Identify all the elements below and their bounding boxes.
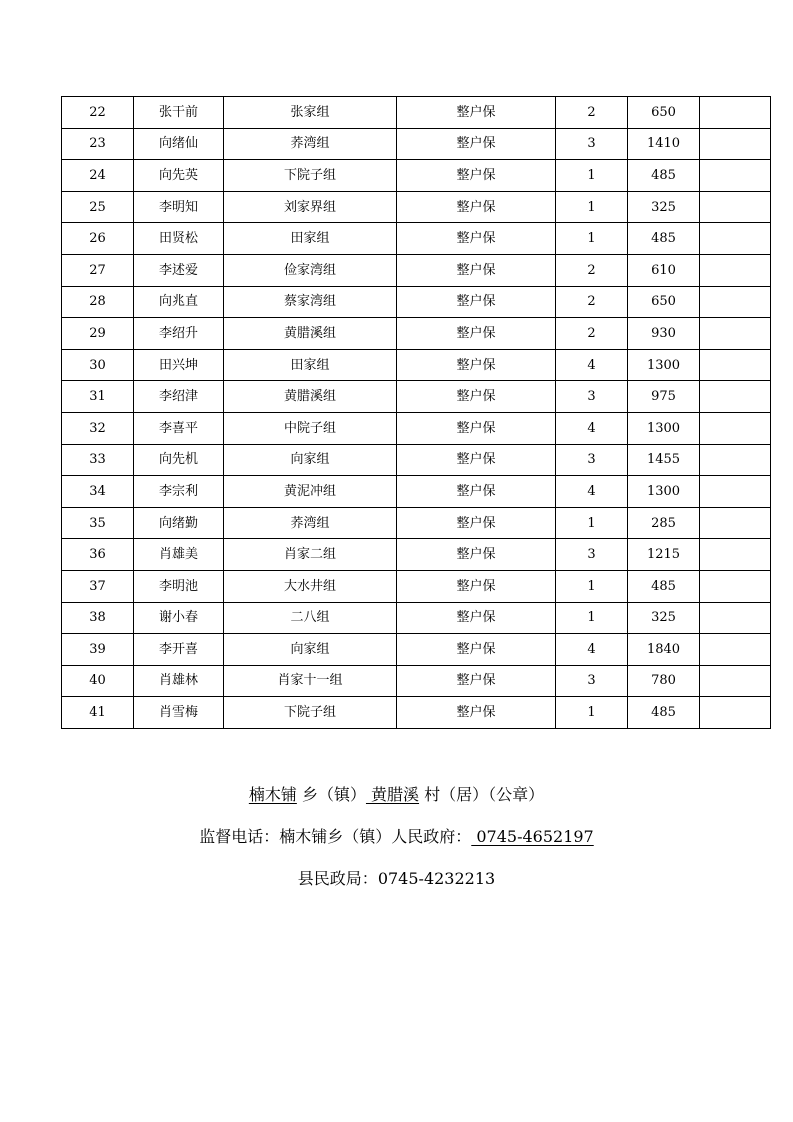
remark-cell — [700, 697, 771, 729]
table-row — [62, 286, 771, 318]
assistance-type-cell: 整户保 — [397, 602, 556, 634]
village-group-cell: 黄腊溪组 — [224, 318, 397, 350]
amount-cell: 485 — [628, 223, 700, 255]
assistance-type-cell: 整户保 — [397, 128, 556, 160]
amount-cell: 325 — [628, 602, 700, 634]
amount-cell: 610 — [628, 254, 700, 286]
row-number-cell: 24 — [62, 160, 134, 192]
assistance-type-cell: 整户保 — [397, 476, 556, 508]
row-number-cell: 22 — [62, 97, 134, 129]
amount-cell: 485 — [628, 570, 700, 602]
household-name-cell: 田兴坤 — [134, 349, 224, 381]
amount-cell: 1215 — [628, 539, 700, 571]
remark-cell — [700, 570, 771, 602]
household-name-cell: 张干前 — [134, 97, 224, 129]
row-number-cell: 33 — [62, 444, 134, 476]
township-name: 楠木铺 — [248, 785, 297, 804]
household-name-cell: 李开喜 — [134, 634, 224, 666]
table-row — [62, 160, 771, 192]
row-number-cell: 38 — [62, 602, 134, 634]
household-name-cell: 田贤松 — [134, 223, 224, 255]
person-count-cell: 1 — [556, 602, 628, 634]
household-name-cell: 李明池 — [134, 570, 224, 602]
person-count-cell: 3 — [556, 128, 628, 160]
amount-cell: 485 — [628, 697, 700, 729]
remark-cell — [700, 223, 771, 255]
supervision-phone-line — [0, 824, 793, 847]
household-name-cell: 谢小春 — [134, 602, 224, 634]
amount-cell: 1410 — [628, 128, 700, 160]
remark-cell — [700, 634, 771, 666]
table-row — [62, 191, 771, 223]
assistance-type-cell: 整户保 — [397, 444, 556, 476]
row-number-cell: 31 — [62, 381, 134, 413]
person-count-cell: 2 — [556, 286, 628, 318]
village-group-cell: 大水井组 — [224, 570, 397, 602]
remark-cell — [700, 191, 771, 223]
village-name: 黄腊溪 — [365, 785, 420, 804]
person-count-cell: 3 — [556, 665, 628, 697]
person-count-cell: 4 — [556, 349, 628, 381]
person-count-cell: 2 — [556, 97, 628, 129]
amount-cell: 325 — [628, 191, 700, 223]
village-group-cell: 蔡家湾组 — [224, 286, 397, 318]
assistance-type-cell: 整户保 — [397, 223, 556, 255]
assistance-type-cell: 整户保 — [397, 286, 556, 318]
row-number-cell: 25 — [62, 191, 134, 223]
assistance-type-cell: 整户保 — [397, 97, 556, 129]
remark-cell — [700, 412, 771, 444]
amount-cell: 485 — [628, 160, 700, 192]
assistance-type-cell: 整户保 — [397, 254, 556, 286]
remark-cell — [700, 507, 771, 539]
table-row — [62, 476, 771, 508]
supervision-label: 监督电话：楠木铺乡（镇）人民政府： — [199, 827, 472, 846]
household-name-cell: 向先机 — [134, 444, 224, 476]
remark-cell — [700, 97, 771, 129]
amount-cell: 650 — [628, 97, 700, 129]
person-count-cell: 3 — [556, 381, 628, 413]
amount-cell: 650 — [628, 286, 700, 318]
table-row — [62, 381, 771, 413]
assistance-type-cell: 整户保 — [397, 507, 556, 539]
remark-cell — [700, 602, 771, 634]
assistance-type-cell: 整户保 — [397, 412, 556, 444]
assistance-roster-table — [61, 96, 771, 729]
table-row — [62, 318, 771, 350]
table-row — [62, 665, 771, 697]
household-name-cell: 李绍升 — [134, 318, 224, 350]
remark-cell — [700, 160, 771, 192]
village-group-cell: 二八组 — [224, 602, 397, 634]
household-name-cell: 向先英 — [134, 160, 224, 192]
household-name-cell: 李明知 — [134, 191, 224, 223]
household-name-cell: 李宗利 — [134, 476, 224, 508]
person-count-cell: 1 — [556, 223, 628, 255]
household-name-cell: 李绍津 — [134, 381, 224, 413]
village-group-cell: 刘家界组 — [224, 191, 397, 223]
table-row — [62, 634, 771, 666]
assistance-type-cell: 整户保 — [397, 697, 556, 729]
row-number-cell: 34 — [62, 476, 134, 508]
seal-line — [0, 782, 793, 805]
person-count-cell: 3 — [556, 444, 628, 476]
village-group-cell: 俭家湾组 — [224, 254, 397, 286]
household-name-cell: 肖雄林 — [134, 665, 224, 697]
row-number-cell: 26 — [62, 223, 134, 255]
county-phone-line — [40, 866, 753, 889]
household-name-cell: 李述爱 — [134, 254, 224, 286]
person-count-cell: 4 — [556, 412, 628, 444]
household-name-cell: 向绪仙 — [134, 128, 224, 160]
remark-cell — [700, 254, 771, 286]
county-phone: 0745-4232213 — [377, 869, 496, 888]
remark-cell — [700, 286, 771, 318]
village-group-cell: 黄泥冲组 — [224, 476, 397, 508]
person-count-cell: 4 — [556, 634, 628, 666]
village-group-cell: 中院子组 — [224, 412, 397, 444]
assistance-type-cell: 整户保 — [397, 381, 556, 413]
table-row — [62, 97, 771, 129]
amount-cell: 975 — [628, 381, 700, 413]
table-row — [62, 349, 771, 381]
row-number-cell: 41 — [62, 697, 134, 729]
person-count-cell: 3 — [556, 539, 628, 571]
table-row — [62, 602, 771, 634]
assistance-type-cell: 整户保 — [397, 539, 556, 571]
amount-cell: 1840 — [628, 634, 700, 666]
remark-cell — [700, 539, 771, 571]
amount-cell: 285 — [628, 507, 700, 539]
county-label: 县民政局： — [297, 869, 378, 888]
remark-cell — [700, 444, 771, 476]
household-name-cell: 肖雪梅 — [134, 697, 224, 729]
village-group-cell: 肖家二组 — [224, 539, 397, 571]
person-count-cell: 2 — [556, 254, 628, 286]
village-group-cell: 荞湾组 — [224, 507, 397, 539]
village-group-cell: 田家组 — [224, 349, 397, 381]
remark-cell — [700, 665, 771, 697]
person-count-cell: 2 — [556, 318, 628, 350]
amount-cell: 1300 — [628, 349, 700, 381]
row-number-cell: 23 — [62, 128, 134, 160]
amount-cell: 780 — [628, 665, 700, 697]
person-count-cell: 1 — [556, 191, 628, 223]
amount-cell: 1455 — [628, 444, 700, 476]
village-group-cell: 张家组 — [224, 97, 397, 129]
table-row — [62, 254, 771, 286]
table-row — [62, 412, 771, 444]
row-number-cell: 27 — [62, 254, 134, 286]
assistance-type-cell: 整户保 — [397, 349, 556, 381]
roster-body — [62, 97, 771, 729]
household-name-cell: 李喜平 — [134, 412, 224, 444]
assistance-type-cell: 整户保 — [397, 570, 556, 602]
row-number-cell: 37 — [62, 570, 134, 602]
table-row — [62, 539, 771, 571]
person-count-cell: 1 — [556, 507, 628, 539]
household-name-cell: 向兆直 — [134, 286, 224, 318]
row-number-cell: 29 — [62, 318, 134, 350]
village-group-cell: 下院子组 — [224, 697, 397, 729]
row-number-cell: 30 — [62, 349, 134, 381]
village-group-cell: 黄腊溪组 — [224, 381, 397, 413]
remark-cell — [700, 381, 771, 413]
remark-cell — [700, 128, 771, 160]
assistance-type-cell: 整户保 — [397, 191, 556, 223]
remark-cell — [700, 318, 771, 350]
supervision-phone: 0745-4652197 — [471, 827, 594, 846]
village-group-cell: 肖家十一组 — [224, 665, 397, 697]
row-number-cell: 36 — [62, 539, 134, 571]
village-group-cell: 向家组 — [224, 444, 397, 476]
row-number-cell: 39 — [62, 634, 134, 666]
amount-cell: 930 — [628, 318, 700, 350]
table-row — [62, 223, 771, 255]
village-suffix: 村（居）（公章） — [419, 785, 545, 804]
assistance-type-cell: 整户保 — [397, 318, 556, 350]
village-group-cell: 荞湾组 — [224, 128, 397, 160]
row-number-cell: 35 — [62, 507, 134, 539]
row-number-cell: 40 — [62, 665, 134, 697]
remark-cell — [700, 476, 771, 508]
village-group-cell: 下院子组 — [224, 160, 397, 192]
village-group-cell: 田家组 — [224, 223, 397, 255]
table-row — [62, 444, 771, 476]
amount-cell: 1300 — [628, 476, 700, 508]
township-suffix: 乡（镇） — [296, 785, 366, 804]
household-name-cell: 向绪勤 — [134, 507, 224, 539]
person-count-cell: 1 — [556, 570, 628, 602]
remark-cell — [700, 349, 771, 381]
person-count-cell: 1 — [556, 160, 628, 192]
table-row — [62, 570, 771, 602]
village-group-cell: 向家组 — [224, 634, 397, 666]
table-row — [62, 128, 771, 160]
assistance-type-cell: 整户保 — [397, 665, 556, 697]
person-count-cell: 4 — [556, 476, 628, 508]
table-row — [62, 697, 771, 729]
person-count-cell: 1 — [556, 697, 628, 729]
amount-cell: 1300 — [628, 412, 700, 444]
table-row — [62, 507, 771, 539]
assistance-type-cell: 整户保 — [397, 160, 556, 192]
row-number-cell: 28 — [62, 286, 134, 318]
row-number-cell: 32 — [62, 412, 134, 444]
assistance-type-cell: 整户保 — [397, 634, 556, 666]
household-name-cell: 肖雄美 — [134, 539, 224, 571]
